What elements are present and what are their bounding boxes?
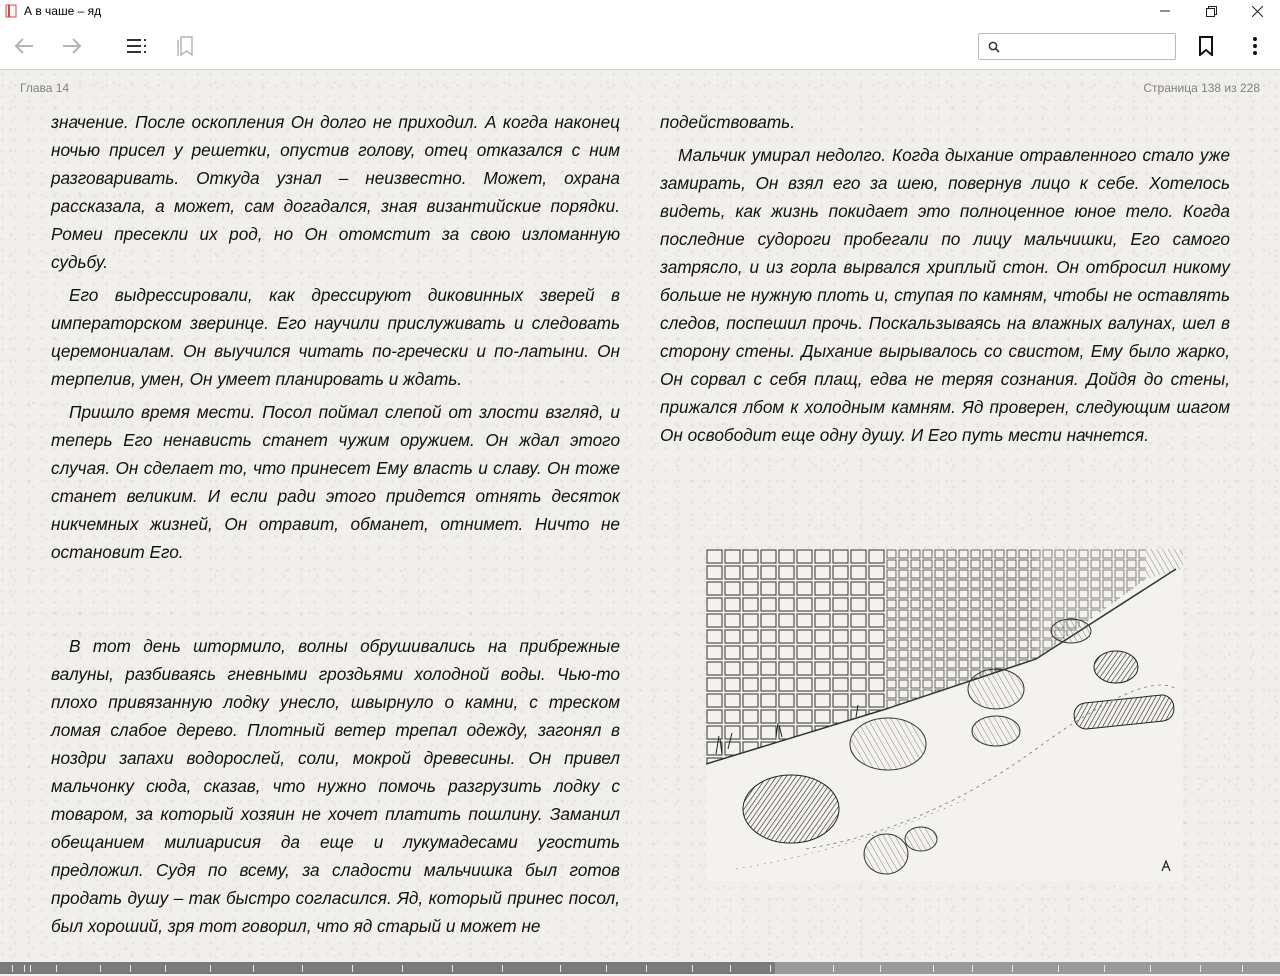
chapter-marker <box>30 965 31 972</box>
forward-button[interactable] <box>60 34 84 58</box>
search-box[interactable] <box>978 33 1176 60</box>
chapter-marker <box>730 965 731 972</box>
back-button[interactable] <box>12 34 36 58</box>
close-button[interactable] <box>1234 0 1280 22</box>
more-options-button[interactable] <box>1243 34 1267 58</box>
restore-button[interactable] <box>1188 0 1234 22</box>
chapter-marker <box>1150 965 1151 972</box>
paragraph: подействовать. <box>660 112 795 132</box>
progress-fill <box>0 962 775 974</box>
chapter-marker <box>1012 965 1013 972</box>
chapter-marker <box>402 965 403 972</box>
chapter-marker <box>770 965 771 972</box>
text-column-left <box>51 108 620 940</box>
chapter-marker <box>352 965 353 972</box>
sketch-illustration <box>706 549 1183 881</box>
contents-icon <box>126 37 148 55</box>
close-icon <box>1252 6 1263 17</box>
chapter-marker <box>560 965 561 972</box>
paragraph: Мальчик умирал недолго. Когда дыхание отравленного стало уже замирать, Он взял его за шею, повернув лицо к себе. Хотелось видеть, как жизнь покидает это полноценное юное тело. Когда последние судороги пробегали по лицу мальчишки, Его самого затрясло, и из горла вырвался хриплый стон. Он отбросил никому больше не нужную плоть и, ступая по камням, чтобы не оставлять следов, поспешил прочь. Поскальзываясь на влажных валунах, шел в сторону стены. Дыхание вырывалось со свистом, Ему было жарко, Он сорвал с себя плащ, едва не теряя сознания. Дойдя до стены, прижался лбом к холодным камням. Яд проверен, следующим шагом Он освободит еще одну душу. И Его путь мести начнется. <box>660 145 1230 445</box>
book-page <box>0 71 1280 960</box>
chapter-label: Глава 14 <box>20 81 70 95</box>
forward-arrow-icon <box>62 37 82 55</box>
chapter-marker <box>646 965 647 972</box>
chapter-marker <box>692 965 693 972</box>
chapter-marker <box>1200 965 1201 972</box>
reader-toolbar <box>0 22 1280 70</box>
reading-progress-bar[interactable] <box>0 960 1280 976</box>
chapter-marker <box>1058 965 1059 972</box>
chapter-marker <box>933 965 934 972</box>
paragraph: значение. После оскопления Он долго не приходил. А когда наконец ночью присел у решетки, опустив голову, отец отказался с ним разговаривать. Откуда узнал – неизвестно. Может, охрана рассказала, а может, сам догадался, зная византийские порядки. Ромеи пресекли их род, но Он отомстит за свою изломанную судьбу. <box>51 112 620 272</box>
paragraph: Его выдрессировали, как дрессируют диковинных зверей в императорском зверинце. Его научили прислуживать и следовать церемониалам. Он выучился читать по-гречески и по-латыни. Он терпелив, умен, Он умеет планировать и ждать. <box>51 285 620 389</box>
chapter-marker <box>24 965 25 972</box>
chapter-marker <box>12 965 13 972</box>
paragraph: Пришло время мести. Посол поймал слепой от злости взгляд, и теперь Его ненависть станет чужим оружием. Он ждал этого случая. Он сделает то, что принесет Ему власть и славу. Он тоже станет великим. И если ради этого придется отнять десяток никчемных жизней, Он отравит, обманет, отнимет. Ничто не остановит Его. <box>51 402 620 562</box>
chapter-marker <box>833 965 834 972</box>
chapter-marker <box>606 965 607 972</box>
paragraph: В тот день штормило, волны обрушивались на прибрежные валуны, разбиваясь гневными гроздьями холодной воды. Чью-то плохо привязанную лодку унесло, швырнуло о камни, с треском ломая слабое дерево. Плотный ветер трепал одежду, загонял в ноздри запахи водорослей, соли, мокрой древесины. Он привел мальчонку сюда, сказав, что нужно помочь разгрузить лодку с товаром, за который хозяин не хочет платить пошлину. Заманил обещанием милиарисия да еще и лукумадесами угостить предложил. Судя по всему, за сладости мальчишка был готов продать душу – так быстро согласился. Яд, который принес посол, был хороший, зря тот говорил, что яд старый и может не <box>51 636 620 936</box>
search-input[interactable] <box>1005 35 1175 59</box>
chapter-marker <box>100 965 101 972</box>
window-title: А в чаше – яд <box>24 4 102 18</box>
more-options-icon <box>1252 36 1258 56</box>
chapter-marker <box>1104 965 1105 972</box>
chapter-marker <box>880 965 881 972</box>
chapter-marker <box>56 965 57 972</box>
chapter-marker <box>1242 965 1243 972</box>
chapter-marker <box>210 965 211 972</box>
chapter-marker <box>972 965 973 972</box>
title-bar <box>0 0 1280 22</box>
bookmark-icon <box>1198 36 1214 56</box>
table-of-contents-button[interactable] <box>125 34 149 58</box>
chapter-marker <box>502 965 503 972</box>
page-indicator: Страница 138 из 228 <box>1143 81 1260 95</box>
back-arrow-icon <box>14 37 34 55</box>
app-book-icon <box>4 4 18 18</box>
restore-icon <box>1206 6 1217 17</box>
add-bookmark-button[interactable] <box>1194 34 1218 58</box>
bookmarks-list-icon <box>175 35 195 57</box>
bookmarks-list-button[interactable] <box>173 34 197 58</box>
chapter-marker <box>130 965 131 972</box>
chapter-marker <box>302 965 303 972</box>
minimize-icon <box>1160 6 1170 16</box>
chapter-marker <box>253 965 254 972</box>
minimize-button[interactable] <box>1142 0 1188 22</box>
search-icon <box>987 40 1001 54</box>
chapter-marker <box>165 965 166 972</box>
text-column-right <box>660 108 1230 449</box>
chapter-marker <box>452 965 453 972</box>
